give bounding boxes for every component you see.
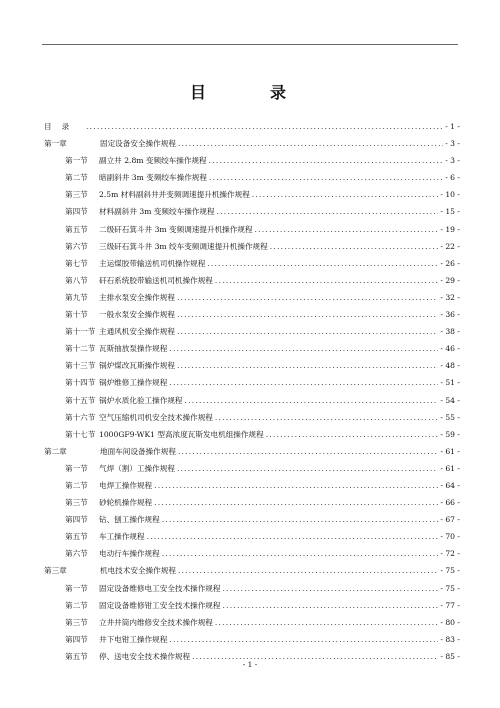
toc-entry-number: 第四节 — [65, 515, 88, 525]
toc-entry[interactable] — [44, 326, 460, 343]
page-number-footer: - 1 - — [242, 660, 258, 669]
toc-entry-number: 第十五节 — [65, 395, 96, 405]
toc-entry[interactable] — [44, 429, 460, 446]
toc-entry-page: - 66 - — [440, 498, 460, 508]
toc-entry[interactable] — [44, 343, 460, 360]
toc-leader-dots — [217, 207, 439, 216]
toc-entry-number: 第三节 — [65, 617, 88, 627]
toc-entry-title: 1000GF9-WK1 型高浓度瓦斯发电机组操作规程 — [99, 429, 264, 439]
toc-entry-title: 固定设备安全操作规程 — [100, 139, 176, 149]
toc-entry-title: 锅炉水质化验工操作规程 — [99, 395, 183, 405]
toc-entry-title: 空气压缩机司机安全技术操作规程 — [99, 412, 213, 422]
toc-entry-page: - 38 - — [440, 327, 460, 337]
toc-entry-number: 第五节 — [65, 651, 88, 661]
toc-entry[interactable] — [44, 275, 460, 292]
toc-entry-page: - 46 - — [440, 344, 460, 354]
toc-entry-title: 锅炉维修工操作规程 — [99, 378, 168, 388]
toc-entry-number: 第四节 — [65, 634, 88, 644]
toc-leader-dots — [178, 139, 443, 148]
header-rule — [42, 44, 458, 45]
toc-entry-page: - 51 - — [440, 378, 460, 388]
toc-leader-dots — [177, 464, 438, 473]
toc-entry-title: 固定设备维修钳工安全技术操作规程 — [99, 600, 221, 610]
toc-entry-number: 目录 — [44, 122, 80, 131]
toc-entry-page: - 75 - — [440, 566, 460, 576]
toc-leader-dots — [86, 122, 443, 131]
toc-entry[interactable] — [44, 463, 460, 480]
toc-leader-dots — [215, 413, 438, 422]
toc-entry-title: 机电技术安全操作规程 — [100, 566, 176, 576]
toc-leader-dots — [215, 618, 438, 627]
toc-entry-title: 二级矸石箕斗井 3m 变频调速提升机操作规程 — [99, 224, 253, 234]
toc-entry-number: 第二节 — [65, 600, 88, 610]
toc-entry-page: - 36 - — [440, 310, 460, 320]
toc-entry-title: 车工操作规程 — [99, 532, 145, 542]
toc-entry-title: 矸石系统胶带输送机司机操作规程 — [99, 275, 213, 285]
toc-entry[interactable] — [44, 292, 460, 309]
toc-entry-title: 电动行车操作规程 — [99, 549, 160, 559]
toc-leader-dots — [215, 276, 438, 285]
toc-entry-title: 地面车间设备操作规程 — [100, 446, 176, 456]
toc-entry[interactable] — [44, 138, 460, 155]
toc-leader-dots — [223, 584, 439, 593]
toc-entry-number: 第十四节 — [65, 378, 96, 388]
toc-leader-dots — [178, 447, 438, 456]
toc-entry-page: - 80 - — [440, 617, 460, 627]
toc-entry[interactable] — [44, 565, 460, 582]
toc-leader-dots — [169, 635, 438, 644]
toc-entry-number: 第一节 — [65, 156, 88, 166]
toc-entry-number: 第十一节 — [65, 327, 96, 337]
toc-entry-title: 钻、刨工操作规程 — [99, 515, 160, 525]
toc-entry-number: 第二章 — [44, 446, 67, 456]
toc-entry[interactable] — [44, 377, 460, 394]
toc-entry[interactable] — [44, 548, 460, 565]
toc-entry-number: 第五节 — [65, 532, 88, 542]
toc-entry[interactable] — [44, 189, 460, 206]
toc-leader-dots — [223, 601, 439, 610]
toc-entry[interactable] — [44, 258, 460, 275]
page-title: 目 录 — [189, 83, 310, 102]
toc-entry[interactable] — [44, 531, 460, 548]
toc-entry[interactable] — [44, 446, 460, 463]
toc-leader-dots — [270, 242, 439, 251]
toc-entry-title: 气焊（割）工操作规程 — [99, 463, 175, 473]
toc-entry-page: - 67 - — [440, 515, 460, 525]
toc-leader-dots — [147, 532, 439, 541]
toc-entry-page: - 70 - — [440, 532, 460, 542]
toc-entry-number: 第三节 — [65, 498, 88, 508]
toc-entry-title: 固定设备维修电工安全技术操作规程 — [99, 583, 221, 593]
toc-leader-dots — [177, 327, 438, 336]
toc-leader-dots — [169, 378, 438, 387]
toc-entry-number: 第十三节 — [65, 361, 96, 371]
toc-entry-title: 副立井 2.8m 变频绞车操作规程 — [99, 156, 207, 166]
toc-entry[interactable] — [44, 172, 460, 189]
toc-entry[interactable] — [44, 309, 460, 326]
toc-entry-number: 第二节 — [65, 480, 88, 490]
toc-entry-title: 锅炉煤改瓦斯操作规程 — [99, 361, 175, 371]
toc-entry-number: 第八节 — [65, 275, 88, 285]
toc-leader-dots — [177, 361, 438, 370]
toc-entry-page: - 3 - — [445, 156, 460, 166]
toc-entry-title: 砂轮机操作规程 — [99, 498, 153, 508]
toc-entry-number: 第五节 — [65, 224, 88, 234]
toc-leader-dots — [177, 293, 438, 302]
toc-entry-number: 第六节 — [65, 549, 88, 559]
toc-entry-number: 第九节 — [65, 292, 88, 302]
toc-entry-page: - 72 - — [440, 549, 460, 559]
toc-entry[interactable] — [44, 634, 460, 651]
toc-entry[interactable] — [44, 600, 460, 617]
toc-entry-title: 瓦斯抽放泵操作规程 — [99, 344, 168, 354]
toc-entry-page: - 26 - — [440, 258, 460, 268]
toc-leader-dots — [209, 156, 444, 165]
toc-leader-dots — [207, 259, 438, 268]
toc-entry-page: - 48 - — [440, 361, 460, 371]
toc-entry-title: 主运煤胶带输送机司机操作规程 — [99, 258, 206, 268]
toc-entry-title: 电焊工操作规程 — [99, 480, 153, 490]
toc-entry-page: - 6 - — [445, 173, 460, 183]
toc-entry-page: - 19 - — [440, 224, 460, 234]
toc-entry[interactable] — [44, 206, 460, 223]
toc-leader-dots — [255, 225, 439, 234]
toc-leader-dots — [178, 566, 438, 575]
toc-entry-title: 主排水泵安全操作规程 — [99, 292, 175, 302]
toc-entry[interactable] — [44, 412, 460, 429]
toc-entry-page: - 83 - — [440, 634, 460, 644]
toc-entry-number: 第十节 — [65, 310, 88, 320]
toc-entry-title: 材料副斜井 3m 变频绞车操作规程 — [99, 207, 215, 217]
toc-leader-dots — [154, 481, 438, 490]
toc-entry-page: - 54 - — [440, 395, 460, 405]
toc-leader-dots — [252, 190, 439, 199]
toc-entry-number: 第六节 — [65, 241, 88, 251]
toc-entry-page: - 32 - — [440, 292, 460, 302]
toc-entry-page: - 59 - — [440, 429, 460, 439]
toc-entry[interactable] — [44, 241, 460, 258]
toc-leader-dots — [162, 549, 439, 558]
toc-entry-page: - 29 - — [440, 275, 460, 285]
toc-entry-number: 第四节 — [65, 207, 88, 217]
toc-entry-number: 第十六节 — [65, 412, 96, 422]
toc-entry-number: 第十七节 — [65, 429, 96, 439]
toc-entry-page: - 61 - — [440, 463, 460, 473]
toc-entry-title: 暗副斜井 3m 变频绞车操作规程 — [99, 173, 207, 183]
toc-entry-page: - 61 - — [440, 446, 460, 456]
toc-leader-dots — [185, 396, 439, 405]
toc-entry[interactable] — [44, 617, 460, 634]
toc-entry-page: - 22 - — [440, 241, 460, 251]
toc-leader-dots — [209, 173, 443, 182]
toc-entry-page: - 1 - — [445, 122, 460, 131]
toc-entry-page: - 77 - — [440, 600, 460, 610]
toc-entry[interactable] — [44, 497, 460, 514]
toc-entry-page: - 64 - — [440, 480, 460, 490]
toc-entry[interactable] — [44, 395, 460, 412]
toc-leader-dots — [177, 310, 438, 319]
toc-entry[interactable] — [44, 224, 460, 241]
toc-entry-title: 2.5m 材料副斜井并变频调速提升机操作规程 — [99, 190, 250, 200]
toc-entry[interactable] — [44, 583, 460, 600]
toc-entry-title: 一般水泵安全操作规程 — [99, 310, 175, 320]
toc-entry-page: - 3 - — [445, 139, 460, 149]
toc-entry-number: 第一节 — [65, 463, 88, 473]
toc-entry[interactable] — [44, 121, 460, 138]
toc-entry[interactable] — [44, 155, 460, 172]
toc-entry-page: - 55 - — [440, 412, 460, 422]
toc-entry-page: - 15 - — [440, 207, 460, 217]
toc-entry-number: 第三节 — [65, 190, 88, 200]
toc-entry[interactable] — [44, 514, 460, 531]
toc-entry-number: 第七节 — [65, 258, 88, 268]
toc-leader-dots — [169, 344, 438, 353]
toc-entry-number: 第二节 — [65, 173, 88, 183]
toc-entry[interactable] — [44, 480, 460, 497]
toc-entry-title: 三级矸石箕斗井 3m 绞车变频调速提升机操作规程 — [99, 241, 268, 251]
toc-entry[interactable] — [44, 360, 460, 377]
toc-entry-number: 第三章 — [44, 566, 67, 576]
toc-leader-dots — [162, 515, 439, 524]
toc-entry-page: - 10 - — [440, 190, 460, 200]
toc-entry-title: 停、送电安全技术操作规程 — [99, 651, 191, 661]
toc-entry-title: 井下电钳工操作规程 — [99, 634, 168, 644]
toc-entry-title: 立井井筒内维修安全技术操作规程 — [99, 617, 213, 627]
toc-leader-dots — [154, 498, 438, 507]
table-of-contents — [44, 121, 460, 668]
toc-entry-page: - 85 - — [440, 651, 460, 661]
toc-leader-dots — [266, 430, 439, 439]
toc-entry-number: 第一章 — [44, 139, 67, 149]
toc-entry-number: 第一节 — [65, 583, 88, 593]
toc-entry-title: 主通风机安全操作规程 — [99, 327, 175, 337]
toc-entry-page: - 75 - — [440, 583, 460, 593]
toc-entry-number: 第十二节 — [65, 344, 96, 354]
